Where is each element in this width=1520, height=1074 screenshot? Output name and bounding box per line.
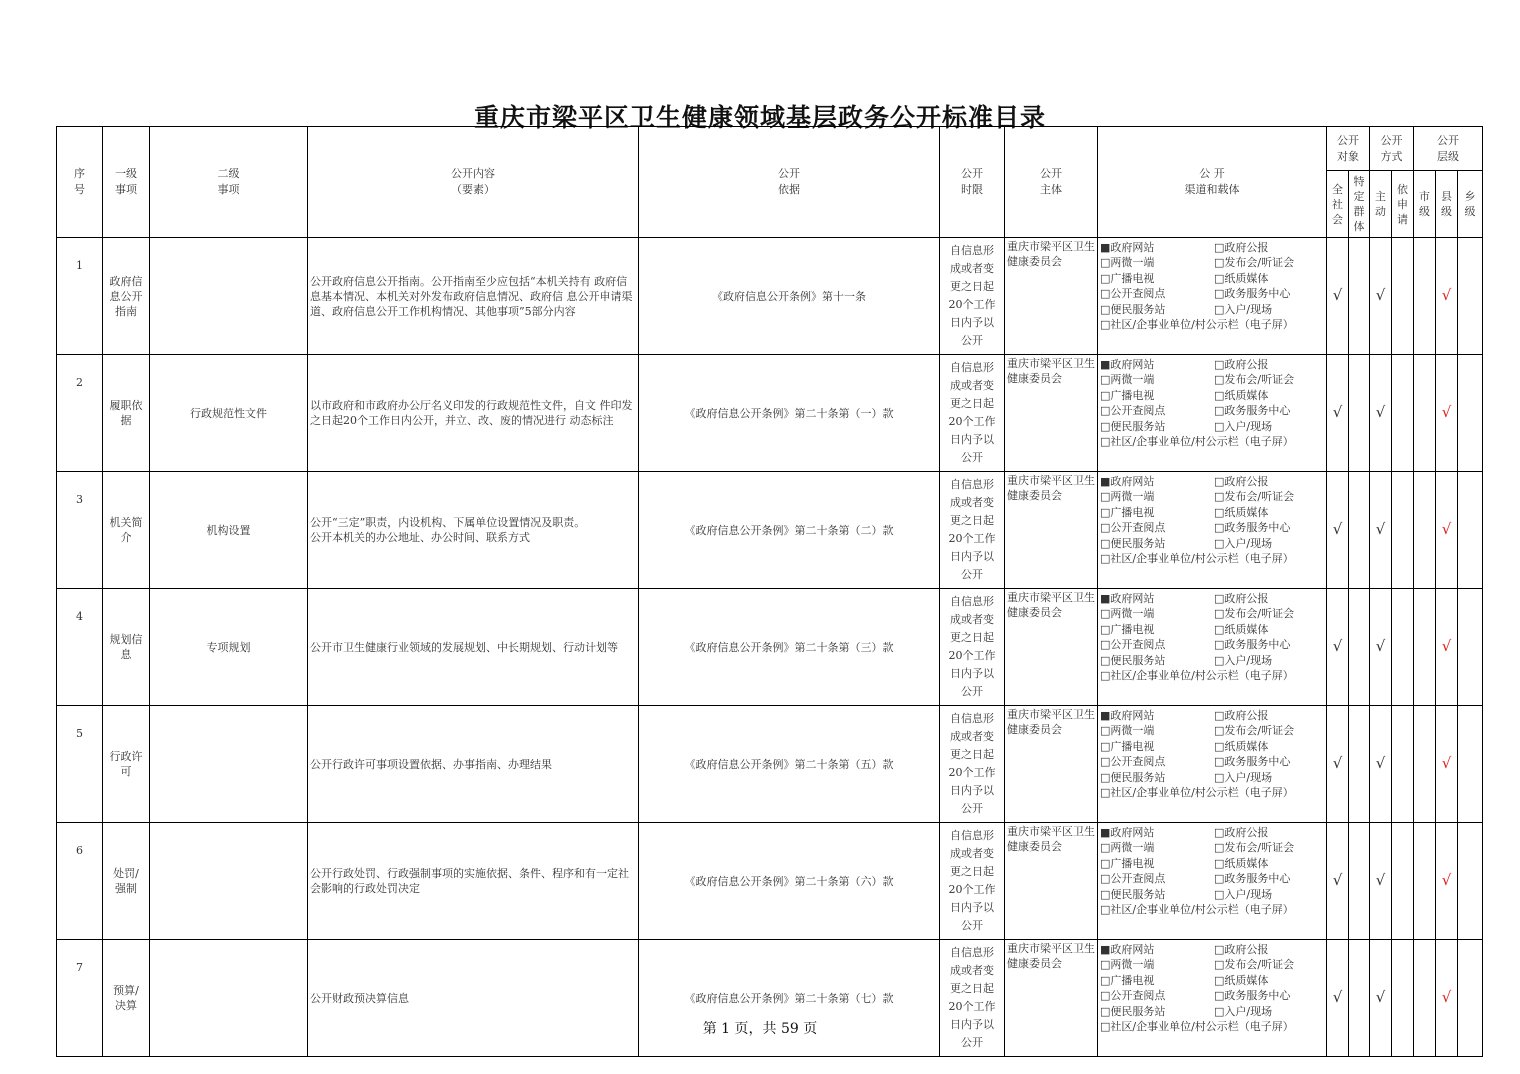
row-level-city-mark [1414,823,1436,940]
row-subject: 重庆市梁平区卫生健康委员会 [1005,823,1098,940]
row-level2: 专项规划 [150,589,308,706]
channel-option: □社区/企事业单位/村公示栏（电子屏） [1100,318,1294,332]
row-seq: 4 [57,589,103,706]
channel-option: □公开查阅点 [1100,521,1166,535]
row-level2: 行政规范性文件 [150,355,308,472]
row-level-town-mark [1458,472,1483,589]
row-seq: 5 [57,706,103,823]
channel-option: □政务服务中心 [1214,287,1291,301]
channel-option: □发布会/听证会 [1214,256,1295,270]
channel-option: □政府公报 [1214,826,1269,839]
row-level2 [150,238,308,355]
header-target-specific: 特 定 群 体 [1349,171,1370,238]
channel-option: □发布会/听证会 [1214,958,1295,972]
header-level-town: 乡 级 [1458,171,1483,238]
row-time-limit: 自信息形 成或者变 更之日起 20个工作 日内予以 公开 [940,589,1005,706]
table-row [57,823,1483,940]
channel-option: ■政府网站 [1100,826,1155,839]
channel-option: □政务服务中心 [1214,872,1291,886]
row-level-county-mark: √ [1436,238,1458,355]
row-method-request-mark [1392,589,1414,706]
channel-option: □社区/企事业单位/村公示栏（电子屏） [1100,435,1294,449]
channel-option: □便民服务站 [1100,302,1166,316]
row-channels [1098,355,1327,472]
channel-option: □入户/现场 [1214,536,1273,550]
channel-option: □入户/现场 [1214,302,1273,316]
channel-option: □政府公报 [1214,241,1269,254]
row-time-limit: 自信息形 成或者变 更之日起 20个工作 日内予以 公开 [940,355,1005,472]
channel-option: □广播电视 [1100,856,1155,870]
channel-option: ■政府网站 [1100,358,1155,371]
channel-option: □纸质媒体 [1214,271,1269,285]
row-method-active-mark: √ [1370,589,1392,706]
channel-option: ■政府网站 [1100,475,1155,488]
channel-option: □便民服务站 [1100,770,1166,784]
channel-option: □两微一端 [1100,958,1155,972]
header-time-limit: 公开 时限 [940,127,1005,238]
table-row [57,472,1483,589]
row-time-limit: 自信息形 成或者变 更之日起 20个工作 日内予以 公开 [940,472,1005,589]
channel-option: □政务服务中心 [1214,404,1291,418]
row-content: 公开财政预决算信息 [308,940,639,1057]
header-channel: 公 开 渠道和载体 [1098,127,1327,238]
row-level-town-mark [1458,940,1483,1057]
row-target-specific-mark [1349,706,1370,823]
channel-option: □纸质媒体 [1214,973,1269,987]
row-level-county-mark: √ [1436,823,1458,940]
row-basis: 《政府信息公开条例》第二十条第（三）款 [639,589,940,706]
channel-option: □发布会/听证会 [1214,841,1295,855]
row-method-request-mark [1392,355,1414,472]
channel-option: □纸质媒体 [1214,622,1269,636]
channel-option: □广播电视 [1100,271,1155,285]
channel-option: □广播电视 [1100,739,1155,753]
row-level1: 机关简 介 [103,472,150,589]
row-subject: 重庆市梁平区卫生健康委员会 [1005,940,1098,1057]
channel-option: □入户/现场 [1214,419,1273,433]
row-channels [1098,472,1327,589]
row-level-county-mark: √ [1436,472,1458,589]
row-content: 公开行政许可事项设置依据、办事指南、办理结果 [308,706,639,823]
channel-option: □政务服务中心 [1214,755,1291,769]
channel-option: □纸质媒体 [1214,856,1269,870]
row-target-all-mark: √ [1327,589,1349,706]
channel-option: ■政府网站 [1100,241,1155,254]
header-seq: 序 号 [57,127,103,238]
row-method-active-mark: √ [1370,472,1392,589]
row-method-active-mark: √ [1370,238,1392,355]
row-level1: 政府信 息公开 指南 [103,238,150,355]
row-subject: 重庆市梁平区卫生健康委员会 [1005,472,1098,589]
row-level-town-mark [1458,823,1483,940]
channel-option: □社区/企事业单位/村公示栏（电子屏） [1100,903,1294,917]
channel-option: □政务服务中心 [1214,989,1291,1003]
channel-option: □社区/企事业单位/村公示栏（电子屏） [1100,552,1294,566]
channel-option: □发布会/听证会 [1214,724,1295,738]
catalog-table [56,126,1483,1057]
channel-option: □两微一端 [1100,841,1155,855]
header-level-city: 市 级 [1414,171,1436,238]
channel-option: □社区/企事业单位/村公示栏（电子屏） [1100,786,1294,800]
header-target: 公开 对象 [1327,127,1370,171]
header-method-request: 依 申 请 [1392,171,1414,238]
table-row [57,589,1483,706]
row-level1: 预算/ 决算 [103,940,150,1057]
channel-option: □公开查阅点 [1100,755,1166,769]
row-target-specific-mark [1349,355,1370,472]
row-channels [1098,823,1327,940]
page-number: 第 1 页，共 59 页 [702,1021,818,1037]
row-level2 [150,823,308,940]
row-method-request-mark [1392,940,1414,1057]
row-time-limit: 自信息形 成或者变 更之日起 20个工作 日内予以 公开 [940,238,1005,355]
row-target-all-mark: √ [1327,823,1349,940]
row-subject: 重庆市梁平区卫生健康委员会 [1005,589,1098,706]
row-basis: 《政府信息公开条例》第二十条第（五）款 [639,706,940,823]
header-level1: 一级 事项 [103,127,150,238]
row-target-all-mark: √ [1327,706,1349,823]
channel-option: □广播电视 [1100,973,1155,987]
table-row [57,355,1483,472]
channel-option: □政府公报 [1214,709,1269,722]
row-target-all-mark: √ [1327,238,1349,355]
channel-option: □发布会/听证会 [1214,490,1295,504]
channel-option: □两微一端 [1100,256,1155,270]
row-seq: 7 [57,940,103,1057]
row-time-limit: 自信息形 成或者变 更之日起 20个工作 日内予以 公开 [940,706,1005,823]
channel-option: □广播电视 [1100,505,1155,519]
header-method: 公开 方式 [1370,127,1414,171]
channel-option: □社区/企事业单位/村公示栏（电子屏） [1100,669,1294,683]
row-channels [1098,238,1327,355]
header-target-all: 全 社 会 [1327,171,1349,238]
row-target-specific-mark [1349,589,1370,706]
channel-option: □便民服务站 [1100,419,1166,433]
row-level-city-mark [1414,472,1436,589]
table-row [57,940,1483,1057]
row-level-city-mark [1414,238,1436,355]
row-level2 [150,940,308,1057]
header-method-active: 主 动 [1370,171,1392,238]
row-time-limit: 自信息形 成或者变 更之日起 20个工作 日内予以 公开 [940,823,1005,940]
channel-option: □广播电视 [1100,388,1155,402]
channel-option: □纸质媒体 [1214,388,1269,402]
row-level1: 行政许 可 [103,706,150,823]
page-title: 重庆市梁平区卫生健康领域基层政务公开标准目录 [473,103,1046,132]
row-target-specific-mark [1349,238,1370,355]
channel-option: ■政府网站 [1100,592,1155,605]
channel-option: □公开查阅点 [1100,404,1166,418]
row-level-county-mark: √ [1436,589,1458,706]
row-level-town-mark [1458,589,1483,706]
row-level-county-mark: √ [1436,940,1458,1057]
row-level1: 处罚/ 强制 [103,823,150,940]
channel-option: □便民服务站 [1100,536,1166,550]
channel-option: □入户/现场 [1214,653,1273,667]
row-level-city-mark [1414,706,1436,823]
channel-option: □入户/现场 [1214,770,1273,784]
row-seq: 3 [57,472,103,589]
channel-option: □广播电视 [1100,622,1155,636]
row-method-active-mark: √ [1370,940,1392,1057]
header-level-county: 县 级 [1436,171,1458,238]
row-channels [1098,589,1327,706]
channel-option: □纸质媒体 [1214,739,1269,753]
row-subject: 重庆市梁平区卫生健康委员会 [1005,706,1098,823]
row-level1: 规划信 息 [103,589,150,706]
row-channels [1098,706,1327,823]
channel-option: □政府公报 [1214,358,1269,371]
row-level-town-mark [1458,706,1483,823]
channel-option: ■政府网站 [1100,943,1155,956]
channel-option: □便民服务站 [1100,653,1166,667]
channel-option: □政务服务中心 [1214,638,1291,652]
row-level-town-mark [1458,238,1483,355]
row-method-request-mark [1392,238,1414,355]
channel-option: □两微一端 [1100,607,1155,621]
row-subject: 重庆市梁平区卫生健康委员会 [1005,238,1098,355]
channel-option: □政府公报 [1214,475,1269,488]
row-method-active-mark: √ [1370,706,1392,823]
row-target-specific-mark [1349,823,1370,940]
channel-option: □两微一端 [1100,373,1155,387]
header-level: 公开 层级 [1414,127,1483,171]
row-level1: 履职依 据 [103,355,150,472]
row-method-request-mark [1392,472,1414,589]
table-row [57,238,1483,355]
row-level-city-mark [1414,940,1436,1057]
header-subject: 公开 主体 [1005,127,1098,238]
row-basis: 《政府信息公开条例》第二十条第（一）款 [639,355,940,472]
row-method-active-mark: √ [1370,823,1392,940]
row-content: 公开行政处罚、行政强制事项的实施依据、条件、程序和有一定社会影响的行政处罚决定 [308,823,639,940]
row-subject: 重庆市梁平区卫生健康委员会 [1005,355,1098,472]
row-content: 公开政府信息公开指南。公开指南至少应包括“本机关持有 政府信息基本情况、本机关对外发布政府信息情况、政府信 息公开申请渠道、政府信息公开工作机构情况、其他事项”5部分内容 [308,238,639,355]
channel-option: □政务服务中心 [1214,521,1291,535]
channel-option: □便民服务站 [1100,1004,1166,1018]
row-method-request-mark [1392,706,1414,823]
row-level2: 机构设置 [150,472,308,589]
header-level2: 二级 事项 [150,127,308,238]
row-level-city-mark [1414,589,1436,706]
channel-option: □政府公报 [1214,943,1269,956]
row-level-county-mark: √ [1436,706,1458,823]
row-content: 公开“三定”职责，内设机构、下属单位设置情况及职责。 公开本机关的办公地址、办公时间、联系方式 [308,472,639,589]
row-basis: 《政府信息公开条例》第二十条第（七）款 [639,940,940,1057]
channel-option: ■政府网站 [1100,709,1155,722]
row-method-request-mark [1392,823,1414,940]
row-seq: 2 [57,355,103,472]
channel-option: □发布会/听证会 [1214,373,1295,387]
channel-option: □两微一端 [1100,724,1155,738]
channel-option: □两微一端 [1100,490,1155,504]
row-content: 公开市卫生健康行业领域的发展规划、中长期规划、行动计划等 [308,589,639,706]
channel-option: □入户/现场 [1214,1004,1273,1018]
channel-option: □便民服务站 [1100,887,1166,901]
row-target-all-mark: √ [1327,472,1349,589]
row-target-all-mark: √ [1327,940,1349,1057]
row-basis: 《政府信息公开条例》第二十条第（二）款 [639,472,940,589]
channel-option: □公开查阅点 [1100,872,1166,886]
row-target-all-mark: √ [1327,355,1349,472]
channel-option: □公开查阅点 [1100,287,1166,301]
row-seq: 6 [57,823,103,940]
row-target-specific-mark [1349,940,1370,1057]
row-channels [1098,940,1327,1057]
row-level-county-mark: √ [1436,355,1458,472]
channel-option: □公开查阅点 [1100,989,1166,1003]
channel-option: □社区/企事业单位/村公示栏（电子屏） [1100,1020,1294,1034]
row-basis: 《政府信息公开条例》第二十条第（六）款 [639,823,940,940]
channel-option: □政府公报 [1214,592,1269,605]
channel-option: □入户/现场 [1214,887,1273,901]
row-basis: 《政府信息公开条例》第十一条 [639,238,940,355]
row-target-specific-mark [1349,472,1370,589]
row-method-active-mark: √ [1370,355,1392,472]
row-level-city-mark [1414,355,1436,472]
channel-option: □发布会/听证会 [1214,607,1295,621]
table-row [57,706,1483,823]
channel-option: □公开查阅点 [1100,638,1166,652]
channel-option: □纸质媒体 [1214,505,1269,519]
row-level-town-mark [1458,355,1483,472]
row-content: 以市政府和市政府办公厅名义印发的行政规范性文件，自文 件印发之日起20个工作日内公开，并立、改、废的情况进行 动态标注 [308,355,639,472]
header-content: 公开内容 （要素） [308,127,639,238]
row-seq: 1 [57,238,103,355]
row-level2 [150,706,308,823]
row-time-limit: 自信息形 成或者变 更之日起 20个工作 日内予以 公开 [940,940,1005,1057]
header-basis: 公开 依据 [639,127,940,238]
